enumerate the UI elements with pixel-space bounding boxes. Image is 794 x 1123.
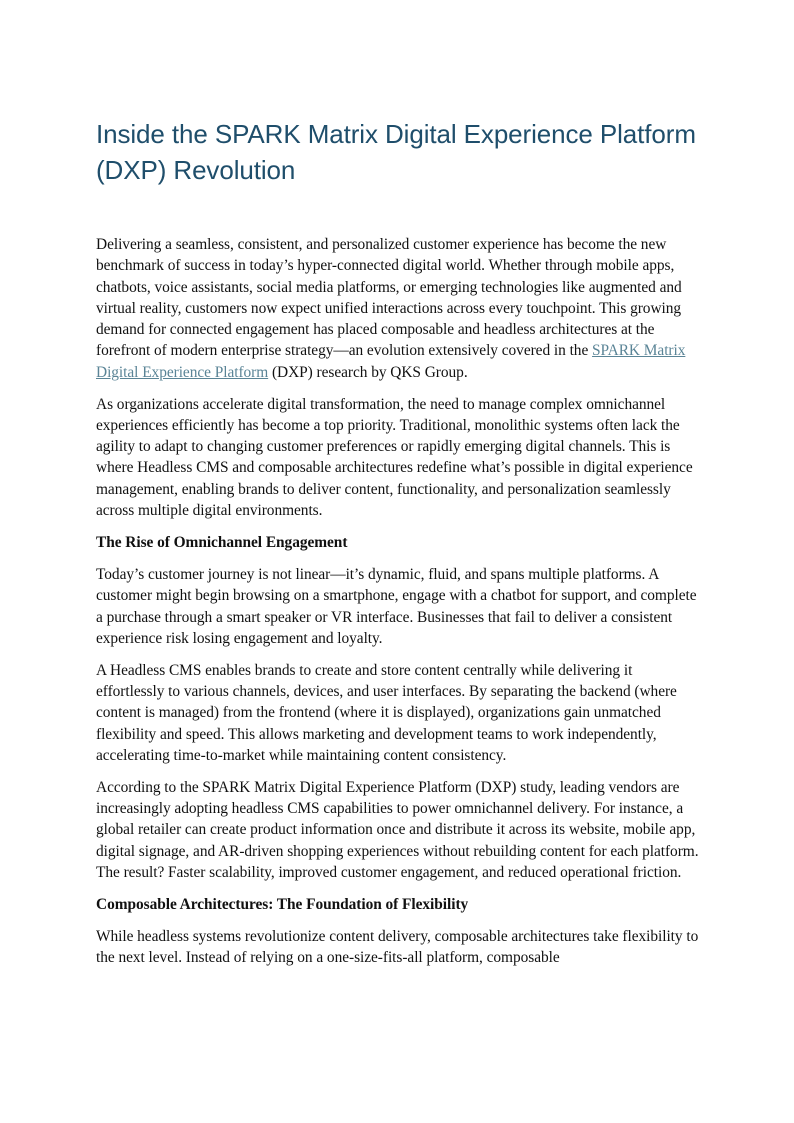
intro-text-after: (DXP) research by QKS Group. xyxy=(268,363,468,381)
paragraph-composable: While headless systems revolutionize content delivery, composable architectures take flexibility to the next level. Instead of relying on a one-size-fits-all platform, composable xyxy=(96,928,699,967)
section-heading-composable: Composable Architectures: The Foundation of Flexibility xyxy=(96,895,469,913)
section-heading-omnichannel: The Rise of Omnichannel Engagement xyxy=(96,533,348,551)
paragraph-spark-study: According to the SPARK Matrix Digital Experience Platform (DXP) study, leading vendors are increasingly adopting headless CMS capabilities to power omnichannel delivery. For instance, a global retailer can create product information once and distribute it across its website, mobile app, digital signage, and AR-driven shopping experiences without rebuilding content for each platform. The result? Faster scalability, improved customer engagement, and reduced operational friction. xyxy=(96,778,699,882)
intro-paragraph xyxy=(96,234,700,383)
spark-matrix-dxp-link[interactable]: SPARK Matrix Digital Experience Platform xyxy=(96,342,686,381)
intro-text-before: Delivering a seamless, consistent, and personalized customer experience has become the new benchmark of success in today’s hyper-connected digital world. Whether through mobile apps, chatbots, voice assistants, social media platforms, or emerging technologies like augmented and virtual reality, customers now expect unified interactions across every touchpoint. This growing demand for connected engagement has placed composable and headless architectures at the forefront of modern enterprise strategy—an evolution extensively covered in the xyxy=(96,236,682,360)
page-title: Inside the SPARK Matrix Digital Experience Platform (DXP) Revolution xyxy=(96,119,696,185)
paragraph-customer-journey: Today’s customer journey is not linear—it’s dynamic, fluid, and spans multiple platforms. A customer might begin browsing on a smartphone, engage with a chatbot for support, and complete a purchase through a smart speaker or VR interface. Businesses that fail to deliver a consistent experience risk losing engagement and loyalty. xyxy=(96,566,697,648)
document-page xyxy=(96,116,700,979)
paragraph-headless-cms: A Headless CMS enables brands to create and store content centrally while delivering it effortlessly to various channels, devices, and user interfaces. By separating the backend (where content is managed) from the frontend (where it is displayed), organizations gain unmatched flexibility and speed. This allows marketing and development teams to work independently, accelerating time-to-market while maintaining content consistency. xyxy=(96,661,677,765)
paragraph-transformation: As organizations accelerate digital transformation, the need to manage complex omnichannel experiences efficiently has become a top priority. Traditional, monolithic systems often lack the agility to adapt to changing customer preferences or rapidly emerging digital channels. This is where Headless CMS and composable architectures redefine what’s possible in digital experience management, enabling brands to deliver content, functionality, and personalization seamlessly across multiple digital environments. xyxy=(96,395,693,520)
